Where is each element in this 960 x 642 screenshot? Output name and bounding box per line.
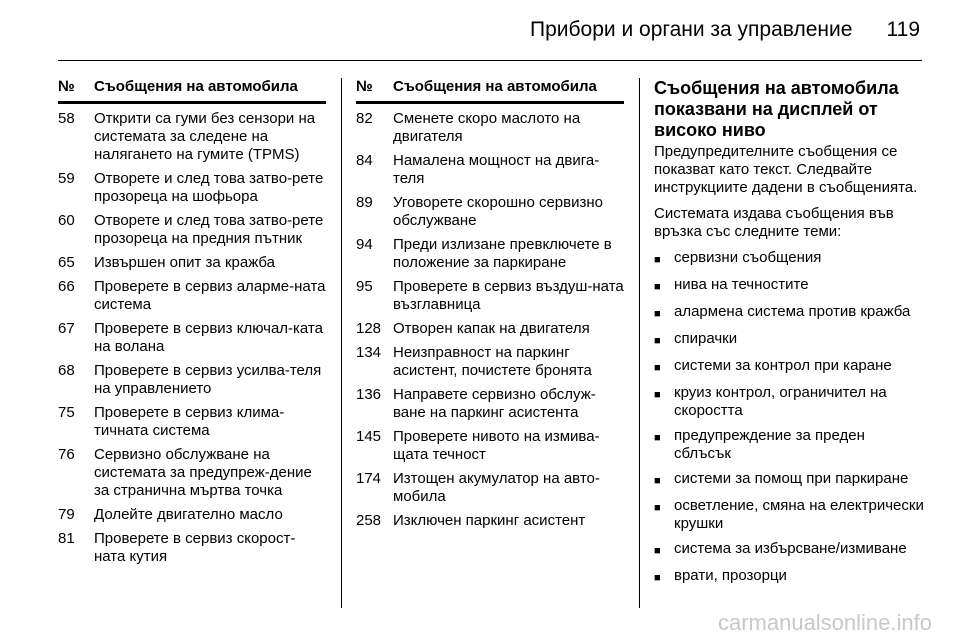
table-row bbox=[58, 530, 326, 566]
message-text: Проверете в сервиз въздуш-ната възглавница bbox=[393, 278, 624, 313]
bullet-square-icon: ■ bbox=[654, 572, 661, 584]
table-rows bbox=[356, 110, 624, 530]
message-number: 258 bbox=[356, 512, 382, 529]
message-text: Направете сервизно обслуж-ване на паркинг асистента bbox=[393, 386, 596, 421]
table-row bbox=[58, 404, 326, 440]
messages-table-right bbox=[356, 78, 624, 530]
message-number: 136 bbox=[356, 386, 382, 403]
table-header-number: № bbox=[356, 78, 373, 95]
message-text: Сменете скоро маслото на двигателя bbox=[393, 110, 581, 145]
table-row bbox=[58, 212, 326, 248]
message-number: 75 bbox=[58, 404, 75, 421]
message-number: 65 bbox=[58, 254, 75, 271]
list-item-text: спирачки bbox=[674, 330, 738, 347]
header-rule bbox=[58, 60, 922, 61]
bullet-square-icon: ■ bbox=[654, 432, 661, 444]
message-text: Отворен капак на двигателя bbox=[393, 320, 590, 337]
message-number: 81 bbox=[58, 530, 75, 547]
list-item-text: круиз контрол, ограничител на скоростта bbox=[674, 384, 887, 419]
table-row bbox=[356, 320, 624, 338]
message-text: Изключен паркинг асистент bbox=[393, 512, 586, 529]
bullet-square-icon: ■ bbox=[654, 362, 661, 374]
list-item-text: алармена система против кражба bbox=[674, 303, 911, 320]
page-header-title: Прибори и органи за управление bbox=[530, 18, 853, 41]
table-row bbox=[356, 152, 624, 188]
message-text: Отворете и след това затво-рете прозореца на предния пътник bbox=[94, 212, 324, 247]
table-header bbox=[58, 78, 326, 104]
message-text: Преди излизане превключете в положение за паркиране bbox=[393, 236, 612, 271]
table-row bbox=[58, 170, 326, 206]
message-text: Отворете и след това затво-рете прозореца на шофьора bbox=[94, 170, 324, 205]
list-item bbox=[654, 249, 924, 269]
message-number: 134 bbox=[356, 344, 382, 361]
bullet-square-icon: ■ bbox=[654, 475, 661, 487]
message-text: Долейте двигателно масло bbox=[94, 506, 283, 523]
message-number: 79 bbox=[58, 506, 75, 523]
message-text: Уговорете скорошно сервизно обслужване bbox=[393, 194, 603, 229]
table-row bbox=[58, 254, 326, 272]
table-row bbox=[58, 506, 326, 524]
message-text: Открити са гуми без сензори на системата за следене на налягането на гумите (TPMS) bbox=[94, 110, 316, 163]
table-row bbox=[58, 110, 326, 164]
message-text: Сервизно обслужване на системата за предупреж-дение за странична мъртва точка bbox=[94, 446, 312, 499]
column-divider bbox=[341, 78, 342, 608]
list-item bbox=[654, 330, 924, 350]
table-row bbox=[58, 362, 326, 398]
message-text: Проверете в сервиз усилва-теля на управлението bbox=[94, 362, 322, 397]
list-item bbox=[654, 567, 924, 587]
list-item bbox=[654, 384, 924, 420]
bullet-square-icon: ■ bbox=[654, 502, 661, 514]
message-number: 60 bbox=[58, 212, 75, 229]
bullet-square-icon: ■ bbox=[654, 389, 661, 401]
list-item-text: система за избърсване/измиване bbox=[674, 540, 907, 557]
message-number: 68 bbox=[58, 362, 75, 379]
table-row bbox=[58, 320, 326, 356]
table-row bbox=[58, 278, 326, 314]
high-level-display-section bbox=[654, 78, 924, 594]
list-item-text: системи за помощ при паркиране bbox=[674, 470, 909, 487]
table-header-title: Съобщения на автомобила bbox=[393, 78, 597, 95]
message-text: Извършен опит за кражба bbox=[94, 254, 275, 271]
table-row bbox=[356, 386, 624, 422]
message-text: Проверете нивото на измива-щата течност bbox=[393, 428, 600, 463]
section-paragraph: Предупредителните съобщения се показват като текст. Следвайте инструкциите дадени в съобщенията. bbox=[654, 143, 918, 196]
page-number: 119 bbox=[886, 18, 920, 41]
watermark: carmanualsonline.info bbox=[717, 610, 932, 635]
message-number: 128 bbox=[356, 320, 382, 337]
list-item bbox=[654, 303, 924, 323]
bullet-square-icon: ■ bbox=[654, 308, 661, 320]
list-item bbox=[654, 427, 924, 463]
messages-table-left bbox=[58, 78, 326, 566]
table-row bbox=[356, 344, 624, 380]
table-header-number: № bbox=[58, 78, 75, 95]
table-header bbox=[356, 78, 624, 104]
list-item-text: сервизни съобщения bbox=[674, 249, 822, 266]
bullet-square-icon: ■ bbox=[654, 281, 661, 293]
message-number: 95 bbox=[356, 278, 373, 295]
table-row bbox=[356, 428, 624, 464]
table-row bbox=[356, 236, 624, 272]
table-header-title: Съобщения на автомобила bbox=[94, 78, 298, 95]
message-number: 84 bbox=[356, 152, 373, 169]
list-item-text: предупреждение за преден сблъсък bbox=[674, 427, 865, 462]
bullet-square-icon: ■ bbox=[654, 545, 661, 557]
table-rows bbox=[58, 110, 326, 566]
message-number: 82 bbox=[356, 110, 373, 127]
topics-list bbox=[654, 249, 924, 587]
list-item bbox=[654, 276, 924, 296]
section-heading: Съобщения на автомобила показвани на дисплей от високо ниво bbox=[654, 78, 899, 140]
message-text: Изтощен акумулатор на авто-мобила bbox=[393, 470, 600, 505]
list-item-text: врати, прозорци bbox=[674, 567, 787, 584]
message-text: Проверете в сервиз скорост-ната кутия bbox=[94, 530, 296, 565]
message-number: 89 bbox=[356, 194, 373, 211]
message-number: 59 bbox=[58, 170, 75, 187]
message-text: Проверете в сервиз клима-тичната система bbox=[94, 404, 285, 439]
bullet-square-icon: ■ bbox=[654, 335, 661, 347]
list-item bbox=[654, 540, 924, 560]
list-item bbox=[654, 497, 924, 533]
message-number: 174 bbox=[356, 470, 382, 487]
list-item-text: осветление, смяна на електрически крушки bbox=[674, 497, 924, 532]
message-number: 58 bbox=[58, 110, 75, 127]
section-paragraph: Системата издава съобщения във връзка със следните теми: bbox=[654, 205, 894, 240]
bullet-square-icon: ■ bbox=[654, 254, 661, 266]
column-divider bbox=[639, 78, 640, 608]
message-number: 66 bbox=[58, 278, 75, 295]
list-item bbox=[654, 357, 924, 377]
table-row bbox=[356, 110, 624, 146]
message-number: 76 bbox=[58, 446, 75, 463]
table-row bbox=[58, 446, 326, 500]
message-text: Проверете в сервиз аларме-ната система bbox=[94, 278, 326, 313]
table-row bbox=[356, 194, 624, 230]
message-text: Намалена мощност на двига-теля bbox=[393, 152, 600, 187]
message-text: Неизправност на паркинг асистент, почистете бронята bbox=[393, 344, 592, 379]
table-row bbox=[356, 470, 624, 506]
list-item bbox=[654, 470, 924, 490]
message-number: 67 bbox=[58, 320, 75, 337]
table-row bbox=[356, 512, 624, 530]
list-item-text: нива на течностите bbox=[674, 276, 809, 293]
message-number: 145 bbox=[356, 428, 382, 445]
message-text: Проверете в сервиз ключал-ката на волана bbox=[94, 320, 323, 355]
list-item-text: системи за контрол при каране bbox=[674, 357, 892, 374]
table-row bbox=[356, 278, 624, 314]
message-number: 94 bbox=[356, 236, 373, 253]
